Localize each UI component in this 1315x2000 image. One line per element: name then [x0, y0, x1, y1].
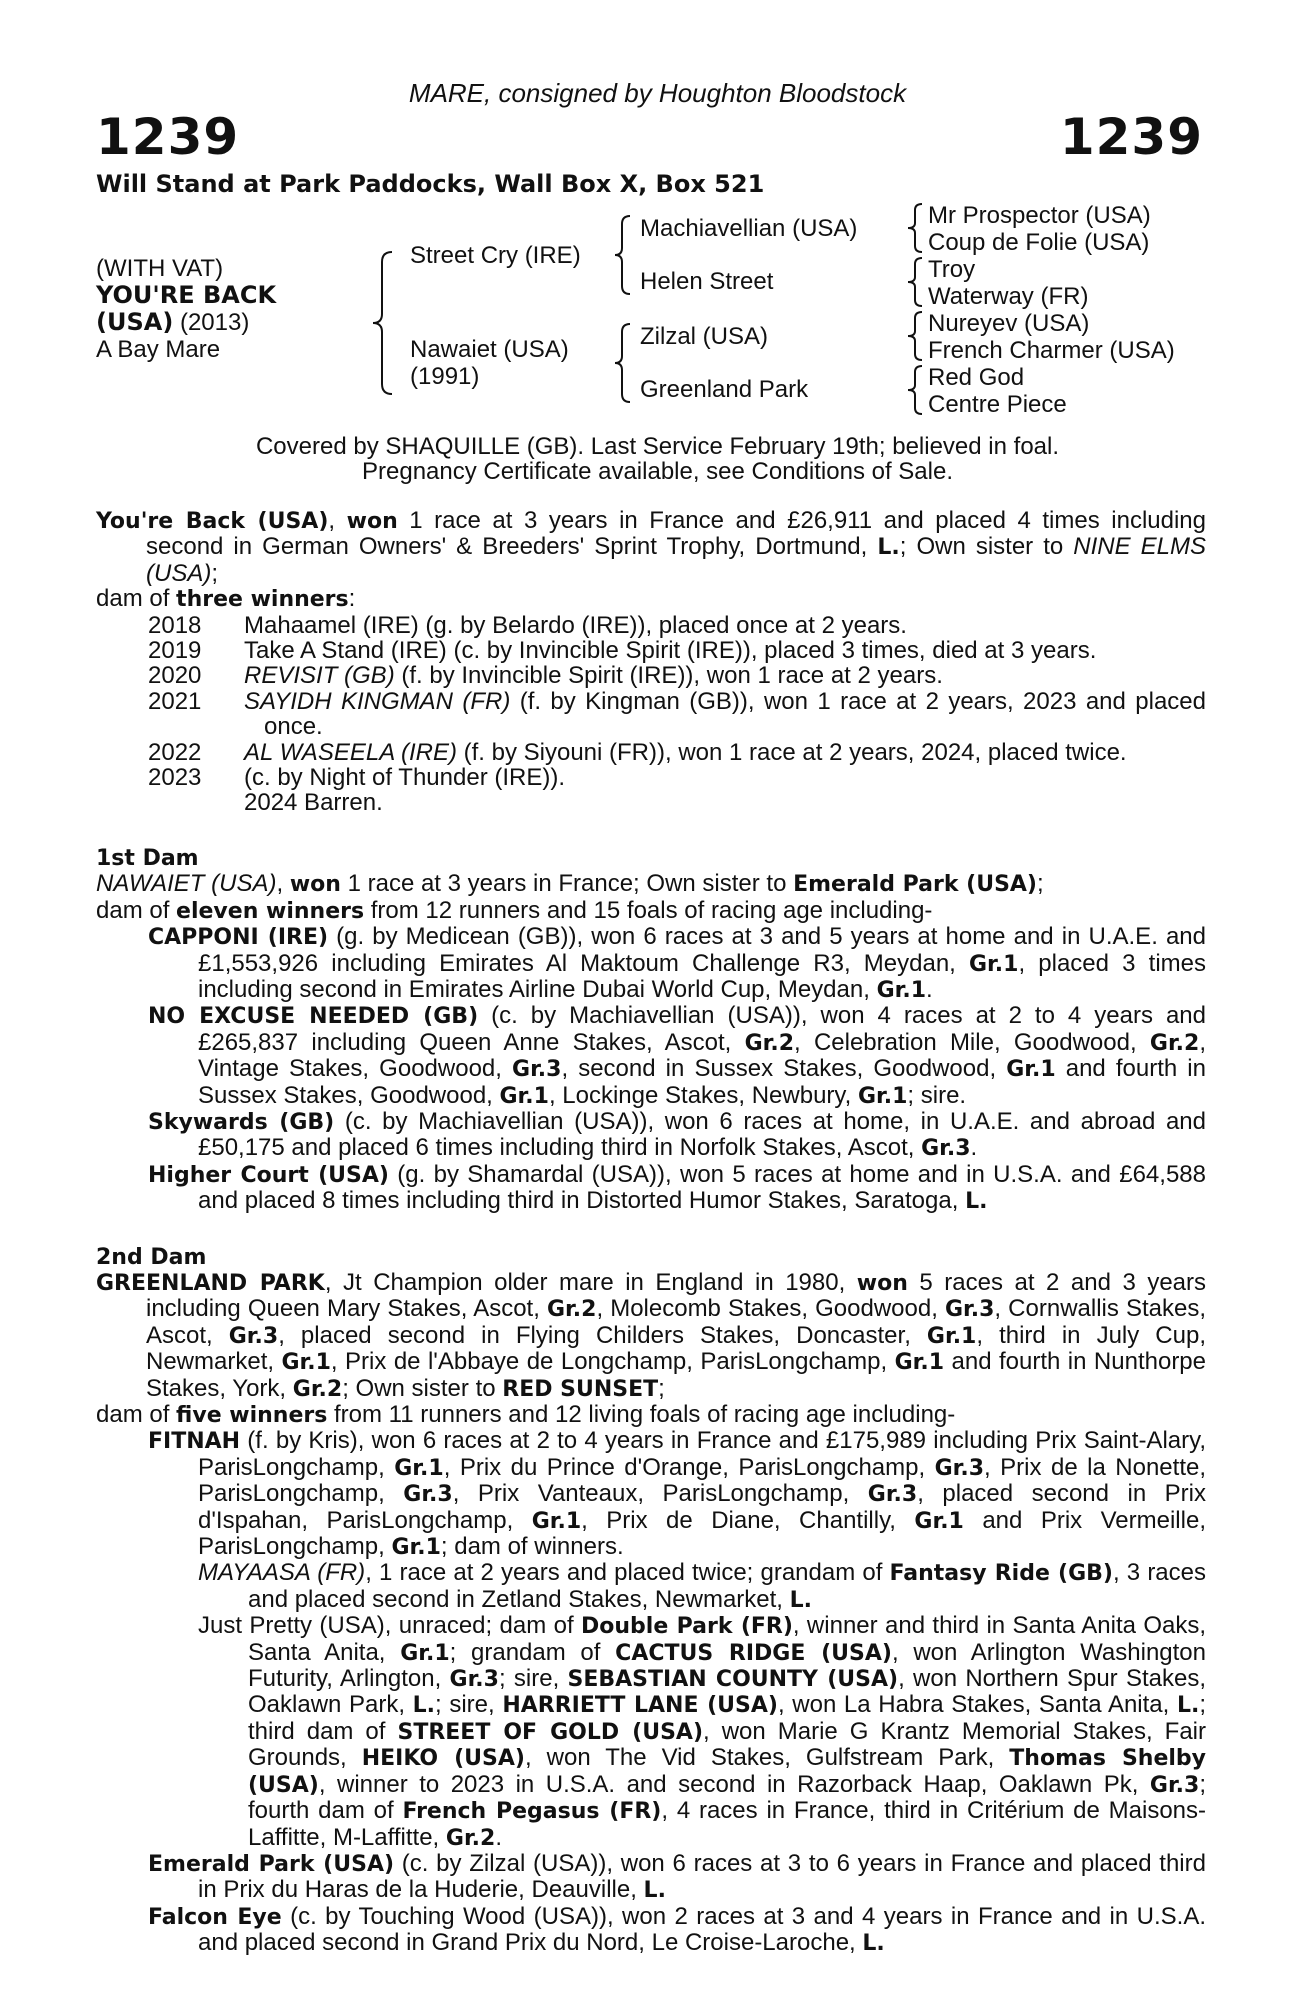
produce-row: 2018 Mahaamel (IRE) (g. by Belardo (IRE)), placed once at 2 years. [148, 611, 907, 639]
first-dam-produce-summary: dam of eleven winners from 12 runners and 15 foals of racing age including- [96, 896, 933, 924]
produce-row: 2019 Take A Stand (IRE) (c. by Invincible Spirit (IRE)), placed 3 times, died at 3 years. [148, 637, 1097, 665]
dam-dam: Greenland Park [640, 376, 809, 403]
gen3-1: Mr Prospector (USA) Coup de Folie (USA) [928, 202, 1151, 256]
covered-notice: Covered by SHAQUILLE (GB). Last Service February 19th; believed in foal. Pregnancy Certificate available, see Conditions of Sale. [255, 433, 1060, 485]
produce-row: 2021 SAYIDH KINGMAN (FR) (f. by Kingman (GB)), won 1 race at 2 years, 2023 and placed once. [148, 687, 1206, 741]
gen3-4: Red God Centre Piece [928, 364, 1067, 418]
catalogue-text [96, 508, 1206, 1957]
gen3-2: Troy Waterway (FR) [928, 256, 1089, 310]
horse-name: YOU'RE BACK [96, 281, 277, 309]
pedigree-brace-main [370, 250, 396, 396]
pedigree-brace-sire [612, 214, 634, 296]
gen3-3: Nureyev (USA) French Charmer (USA) [928, 310, 1175, 364]
produce-capponi: CAPPONI (IRE) (g. by Medicean (GB)), won 6 races at 3 and 5 years at home and in U.A.E. and £1,553,926 including Emirates Al Maktoum Challenge R3, Meydan, Gr.1, placed 3 times including second in Emirates Airline Dubai World Cup, Meydan, Gr.1. [148, 923, 1206, 1003]
first-dam-heading: 1st Dam [96, 845, 199, 871]
horse-description: A Bay Mare [96, 336, 221, 363]
sire-name: Street Cry (IRE) [410, 242, 581, 269]
sire-dam: Helen Street [640, 268, 774, 295]
second-dam-record: GREENLAND PARK, Jt Champion older mare in England in 1980, won 5 races at 2 and 3 years including Queen Mary Stakes, Ascot, Gr.2, Molecomb Stakes, Goodwood, Gr.3, Cornwallis Stakes, Ascot, Gr.3, placed second in Flying Childers Stakes, Doncaster, Gr.1, third in July Cup, Newmarket, Gr.1, Prix de l'Abbaye de Longchamp, ParisLongchamp, Gr.1 and fourth in Nunthorpe Stakes, York, Gr.2; Own sister to RED SUNSET; [96, 1268, 1207, 1402]
mare-produce-summary: dam of three winners: [96, 585, 356, 613]
dam-name: Nawaiet (USA) (1991) [410, 336, 569, 390]
stand-location: Will Stand at Park Paddocks, Wall Box X, Box 521 [96, 170, 765, 198]
brace-g3-1 [904, 202, 926, 254]
produce-row: 2022 AL WASEELA (IRE) (f. by Siyouni (FR)), won 1 race at 2 years, 2024, placed twice. [148, 738, 1127, 766]
brace-g3-4 [904, 364, 926, 416]
first-dam-record: NAWAIET (USA), won 1 race at 3 years in France; Own sister to Emerald Park (USA); [96, 870, 1044, 898]
produce-no-excuse-needed: NO EXCUSE NEEDED (GB) (c. by Machiavellian (USA)), won 4 races at 2 to 4 years and £265,837 including Queen Anne Stakes, Ascot, Gr.2, Celebration Mile, Goodwood, Gr.2, Vintage Stakes, Goodwood, Gr.3, second in Sussex Stakes, Goodwood, Gr.1 and fourth in Sussex Stakes, Goodwood, Gr.1, Lockinge Stakes, Newbury, Gr.1; sire. [148, 1002, 1206, 1109]
brace-g3-2 [904, 256, 926, 308]
produce-emerald-park: Emerald Park (USA) (c. by Zilzal (USA)), won 6 races at 3 to 6 years in France and placed third in Prix du Haras de la Huderie, Deauville, L. [148, 1849, 1206, 1904]
pedigree-brace-dam [612, 322, 634, 404]
produce-falcon-eye: Falcon Eye (c. by Touching Wood (USA)), won 2 races at 3 and 4 years in France and in U.S.A. and placed second in Grand Prix du Nord, Le Croise-Laroche, L. [148, 1902, 1207, 1957]
produce-row: 2023 (c. by Night of Thunder (IRE)). [148, 764, 565, 792]
lot-number-right: 1239 [1059, 108, 1203, 166]
produce-fitnah: FITNAH (f. by Kris), won 6 races at 2 to 4 years in France and £175,989 including Prix Saint-Alary, ParisLongchamp, Gr.1, Prix du Prince d'Orange, ParisLongchamp, Gr.3, Prix de la Nonette, ParisLongchamp, Gr.3, Prix Vanteaux, ParisLongchamp, Gr.3, placed second in Prix d'Ispahan, ParisLongchamp, Gr.1, Prix de Diane, Chantilly, Gr.1 and Prix Vermeille, ParisLongchamp, Gr.1; dam of winners. [148, 1427, 1206, 1561]
produce-just-pretty: Just Pretty (USA), unraced; dam of Double Park (FR), winner and third in Santa Anita Oaks, Santa Anita, Gr.1; grandam of CACTUS RIDGE (USA), won Arlington Washington Futurity, Arlington, Gr.3; sire, SEBASTIAN COUNTY (USA), won Northern Spur Stakes, Oaklawn Park, L.; sire, HARRIETT LANE (USA), won La Habra Stakes, Santa Anita, L.; third dam of STREET OF GOLD (USA), won Marie G Krantz Memorial Stakes, Fair Grounds, HEIKO (USA), won The Vid Stakes, Gulfstream Park, Thomas Shelby (USA), winner to 2023 in U.S.A. and second in Razorback Haap, Oaklawn Pk, Gr.3; fourth dam of French Pegasus (FR), 4 races in France, third in Critérium de Maisons-Laffitte, M-Laffitte, Gr.2. [198, 1612, 1207, 1851]
brace-g3-3 [904, 310, 926, 362]
produce-higher-court: Higher Court (USA) (g. by Shamardal (USA)), won 5 races at home and in U.S.A. and £64,588 and placed 8 times including third in Distorted Humor Stakes, Saratoga, L. [148, 1160, 1206, 1215]
pedigree-horse [96, 255, 276, 363]
second-dam-produce-summary: dam of five winners from 11 runners and 12 living foals of racing age including- [96, 1401, 956, 1428]
second-dam-heading: 2nd Dam [96, 1244, 207, 1270]
mare-record: You're Back (USA), won 1 race at 3 years in France and £26,911 and placed 4 times including second in German Owners' & Breeders' Sprint Trophy, Dortmund, L.; Own sister to NINE ELMS (USA); [96, 507, 1206, 587]
sire-sire: Machiavellian (USA) [640, 215, 858, 242]
produce-row: 2024 Barren. [244, 789, 383, 817]
produce-mayaasa: MAYAASA (FR), 1 race at 2 years and placed twice; grandam of Fantasy Ride (GB), 3 races and placed second in Zetland Stakes, Newmarket, L. [198, 1559, 1207, 1613]
produce-row: 2020 REVISIT (GB) (f. by Invincible Spirit (IRE)), won 1 race at 2 years. [148, 662, 943, 690]
lot-number-left: 1239 [96, 108, 240, 166]
produce-skywards: Skywards (GB) (c. by Machiavellian (USA)), won 6 races at home, in U.A.E. and abroad and £50,175 and placed 6 times including third in Norfolk Stakes, Ascot, Gr.3. [148, 1107, 1206, 1162]
consignment-line: MARE, consigned by Houghton Bloodstock [408, 78, 907, 108]
vat-label: (WITH VAT) [96, 255, 224, 282]
dam-sire: Zilzal (USA) [640, 323, 769, 350]
horse-name-line2: (USA) (2013) [96, 308, 250, 336]
